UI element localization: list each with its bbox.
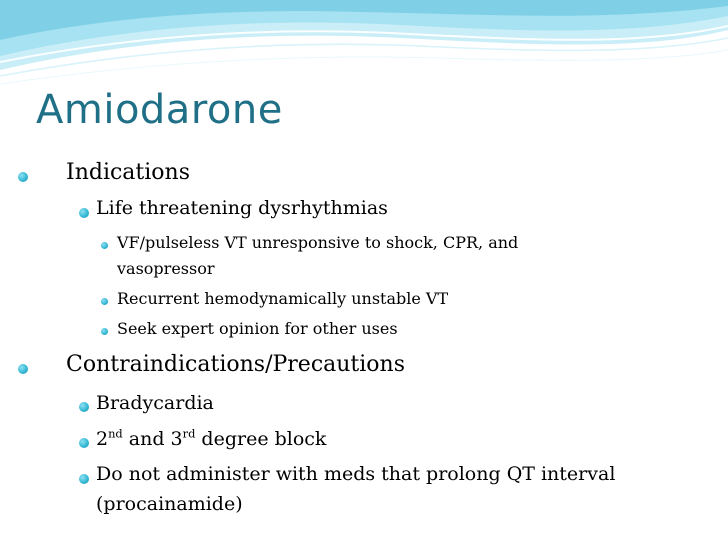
bullet-icon <box>18 172 28 182</box>
bullet-icon <box>79 438 89 448</box>
header-wave-decoration <box>0 0 728 90</box>
bullet-icon <box>101 242 108 249</box>
bullet-icon <box>18 364 28 374</box>
list-item: Bradycardia <box>96 392 214 414</box>
bullet-icon <box>79 402 89 412</box>
indications-subheading: Life threatening dysrhythmias <box>96 197 388 219</box>
list-item: vasopressor <box>117 259 215 278</box>
indications-heading: Indications <box>66 160 190 185</box>
list-item: VF/pulseless VT unresponsive to shock, CPR, and <box>117 233 519 252</box>
bullet-icon <box>79 474 89 484</box>
list-item: (procainamide) <box>96 493 243 515</box>
list-item: Seek expert opinion for other uses <box>117 319 398 338</box>
list-item: Recurrent hemodynamically unstable VT <box>117 289 449 308</box>
bullet-icon <box>101 328 108 335</box>
contraindications-heading: Contraindications/Precautions <box>66 352 406 377</box>
degree-text: and 3 <box>122 428 183 450</box>
bullet-icon <box>79 208 89 218</box>
superscript: rd <box>182 426 196 441</box>
superscript: nd <box>108 426 123 441</box>
degree-text: degree block <box>195 428 327 450</box>
list-item-degree-block <box>96 428 326 450</box>
slide-title: Amiodarone <box>36 87 283 133</box>
list-item: Do not administer with meds that prolong QT interval <box>96 463 616 485</box>
degree-number: 2 <box>96 428 109 450</box>
bullet-icon <box>101 298 108 305</box>
